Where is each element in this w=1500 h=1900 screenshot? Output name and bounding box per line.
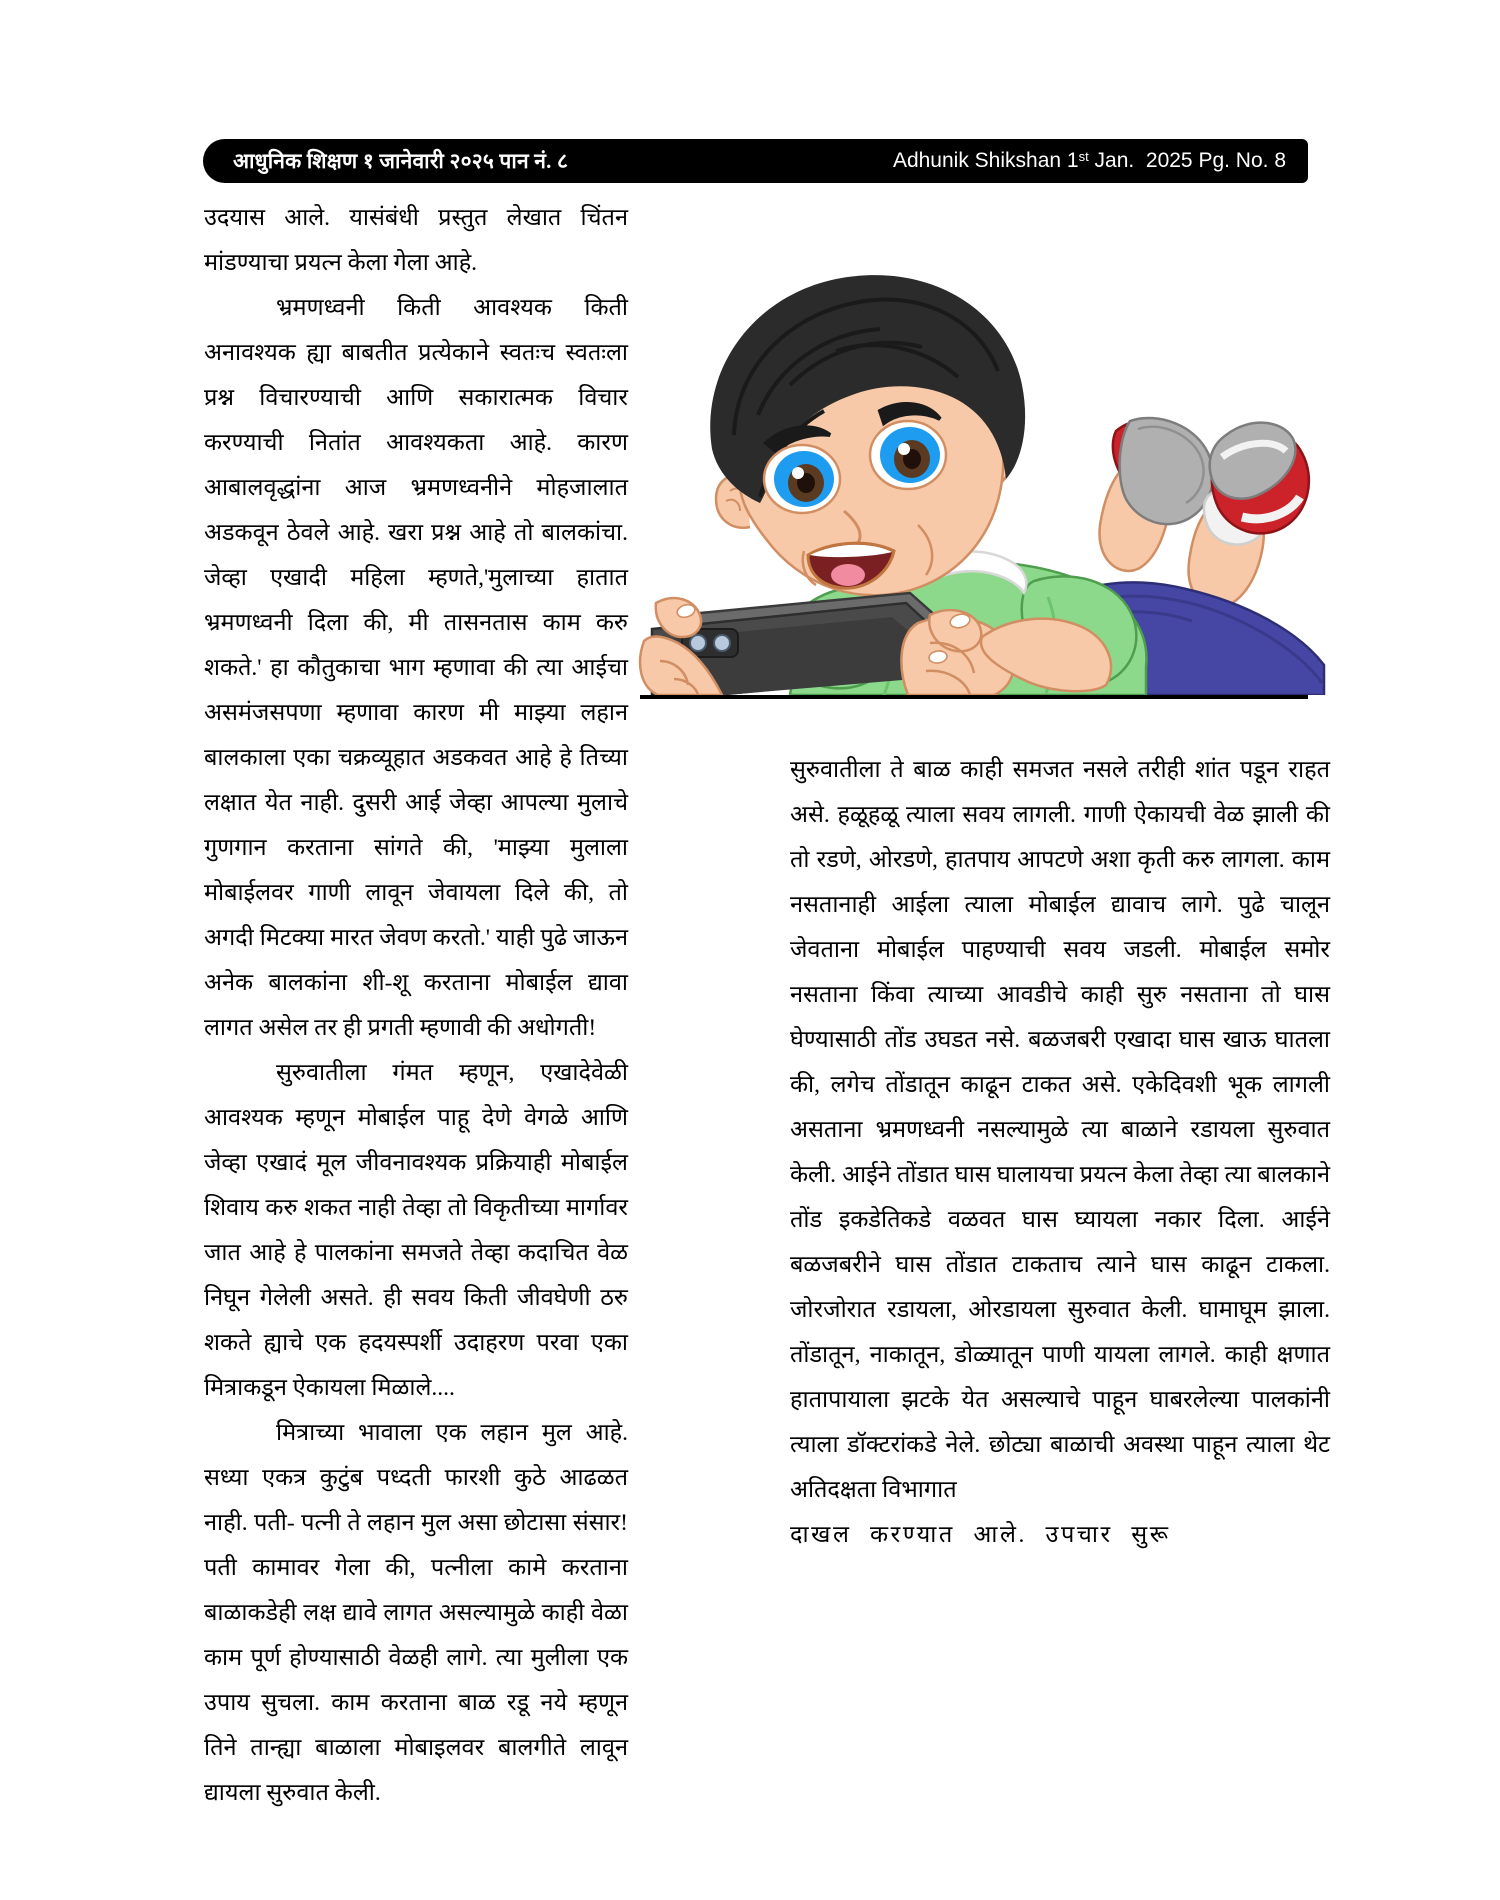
left-text-column — [204, 196, 628, 1816]
boy-with-tablet-illustration — [630, 225, 1330, 695]
paragraph-last-line: दाखल करण्यात आले. उपचार सुरू — [790, 1522, 1171, 1548]
tablet-camera-lens-1 — [690, 635, 706, 651]
page-header-banner — [203, 139, 1308, 183]
shoe-right — [1210, 423, 1309, 534]
column-divider-rule — [640, 695, 1308, 699]
paragraph: सुरुवातीला गंमत म्हणून, एखादेवेळी आवश्यक म्हणून मोबाईल पाहू देणे वेगळे आणि जेव्हा एखादं मूल जीवनावश्यक प्रक्रियाही मोबाईल शिवाय करु शकत नाही तेव्हा तो विकृतीच्या मार्गावर जात आहे हे पालकांना समजते तेव्हा कदाचित वेळ निघून गेलेली असते. ही सवय किती जीवघेणी ठरु शकते ह्याचे एक हदयस्पर्शी उदाहरण परवा एका मित्राकडून ऐकायला मिळाले.... — [204, 1060, 628, 1401]
paragraph: मित्राच्या भावाला एक लहान मुल आहे. सध्या एकत्र कुटुंब पध्दती फारशी कुठे आढळत नाही. पती- पत्नी ते लहान मुल असा छोटासा संसार! पती कामावर गेला की, पत्नीला कामे करताना बाळाकडेही लक्ष द्यावे लागत असल्यामुळे काही वेळा काम पूर्ण होण्यासाठी वेळही लागे. त्या मुलीला एक उपाय सुचला. काम करताना बाळ रडू नये म्हणून तिने तान्ह्या बाळाला मोबाइलवर बालगीते लावून द्यायला सुरुवात केली. — [204, 1420, 628, 1806]
paragraph: सुरुवातीला ते बाळ काही समजत नसले तरीही शांत पडून राहत असे. हळूहळू त्याला सवय लागली. गाणी ऐकायची वेळ झाली की तो रडणे, ओरडणे, हातपाय आपटणे अशा कृती करु लागला. काम नसतानाही आईला त्याला मोबाईल द्यावाच लागे. पुढे चालून जेवताना मोबाईल पाहण्याची सवय जडली. मोबाईल समोर नसताना किंवा त्याच्या आवडीचे काही सुरु नसताना तो घास घेण्यासाठी तोंड उघडत नसे. बळजबरी एखादा घास खाऊ घातला की, लगेच तोंडातून काढून टाकत असे. एकेदिवशी भूक लागली असताना भ्रमणध्वनी नसल्यामुळे त्या बाळाने रडायला सुरुवात केली. आईने तोंडात घास घालायचा प्रयत्न केला तेव्हा त्या बालकाने तोंड इकडेतिकडे वळवत घास घ्यायला नकार दिला. आईने बळजबरीने घास तोंडात टाकताच त्याने घास काढून टाकला. जोरजोरात रडायला, ओरडायला सुरुवात केली. घामाघूम झाला. तोंडातून, नाकातून, डोळ्यातून पाणी यायला लागले. काही क्षणात हातापायाला झटके येत असल्याचे पाहून घाबरलेल्या पालकांनी त्याला डॉक्टरांकडे नेले. छोट्या बाळाची अवस्था पाहून त्याला थेट अतिदक्षता विभागात — [790, 757, 1330, 1503]
tongue — [831, 564, 865, 586]
eye-right — [870, 421, 946, 489]
eye-left — [764, 445, 840, 513]
paragraph: भ्रमणध्वनी किती आवश्यक किती अनावश्यक ह्या बाबतीत प्रत्येकाने स्वतःच स्वतःला प्रश्न विचारण्याची आणि सकारात्मक विचार करण्याची नितांत आवश्यकता आहे. कारण आबालवृद्धांना आज भ्रमणध्वनीने मोहजालात अडकवून ठेवले आहे. खरा प्रश्न आहे तो बालकांचा. जेव्हा एखादी महिला म्हणते,'मुलाच्या हातात भ्रमणध्वनी दिला की, मी तासनतास काम करु शकते.' हा कौतुकाचा भाग म्हणावा की त्या आईचा असमंजसपणा म्हणावा कारण मी माझ्या लहान बालकाला एका चक्रव्यूहात अडकवत आहे हे तिच्या लक्षात येत नाही. दुसरी आई जेव्हा आपल्या मुलाचे गुणगान करताना सांगते की, 'माझ्या मुलाला मोबाईलवर गाणी लावून जेवायला दिले की, तो अगदी मिटक्या मारत जेवण करतो.' याही पुढे जाऊन अनेक बालकांना शी-शू करताना मोबाईल द्यावा लागत असेल तर ही प्रगती म्हणावी की अधोगती! — [204, 295, 628, 1041]
header-english-part1: Adhunik Shikshan 1 — [892, 149, 1079, 172]
header-english-part2: Jan. 2025 Pg. No. 8 — [1088, 149, 1286, 172]
tablet-camera-lens-2 — [714, 635, 730, 651]
header-title-marathi: आधुनिक शिक्षण १ जानेवारी २०२५ पान नं. ८ — [233, 149, 569, 173]
header-english-ordinal: st — [1078, 149, 1089, 164]
paragraph: उदयास आले. यासंबंधी प्रस्तुत लेखात चिंतन मांडण्याचा प्रयत्न केला गेला आहे. — [204, 205, 628, 276]
right-text-column — [790, 748, 1330, 1558]
header-title-english — [893, 149, 1286, 173]
